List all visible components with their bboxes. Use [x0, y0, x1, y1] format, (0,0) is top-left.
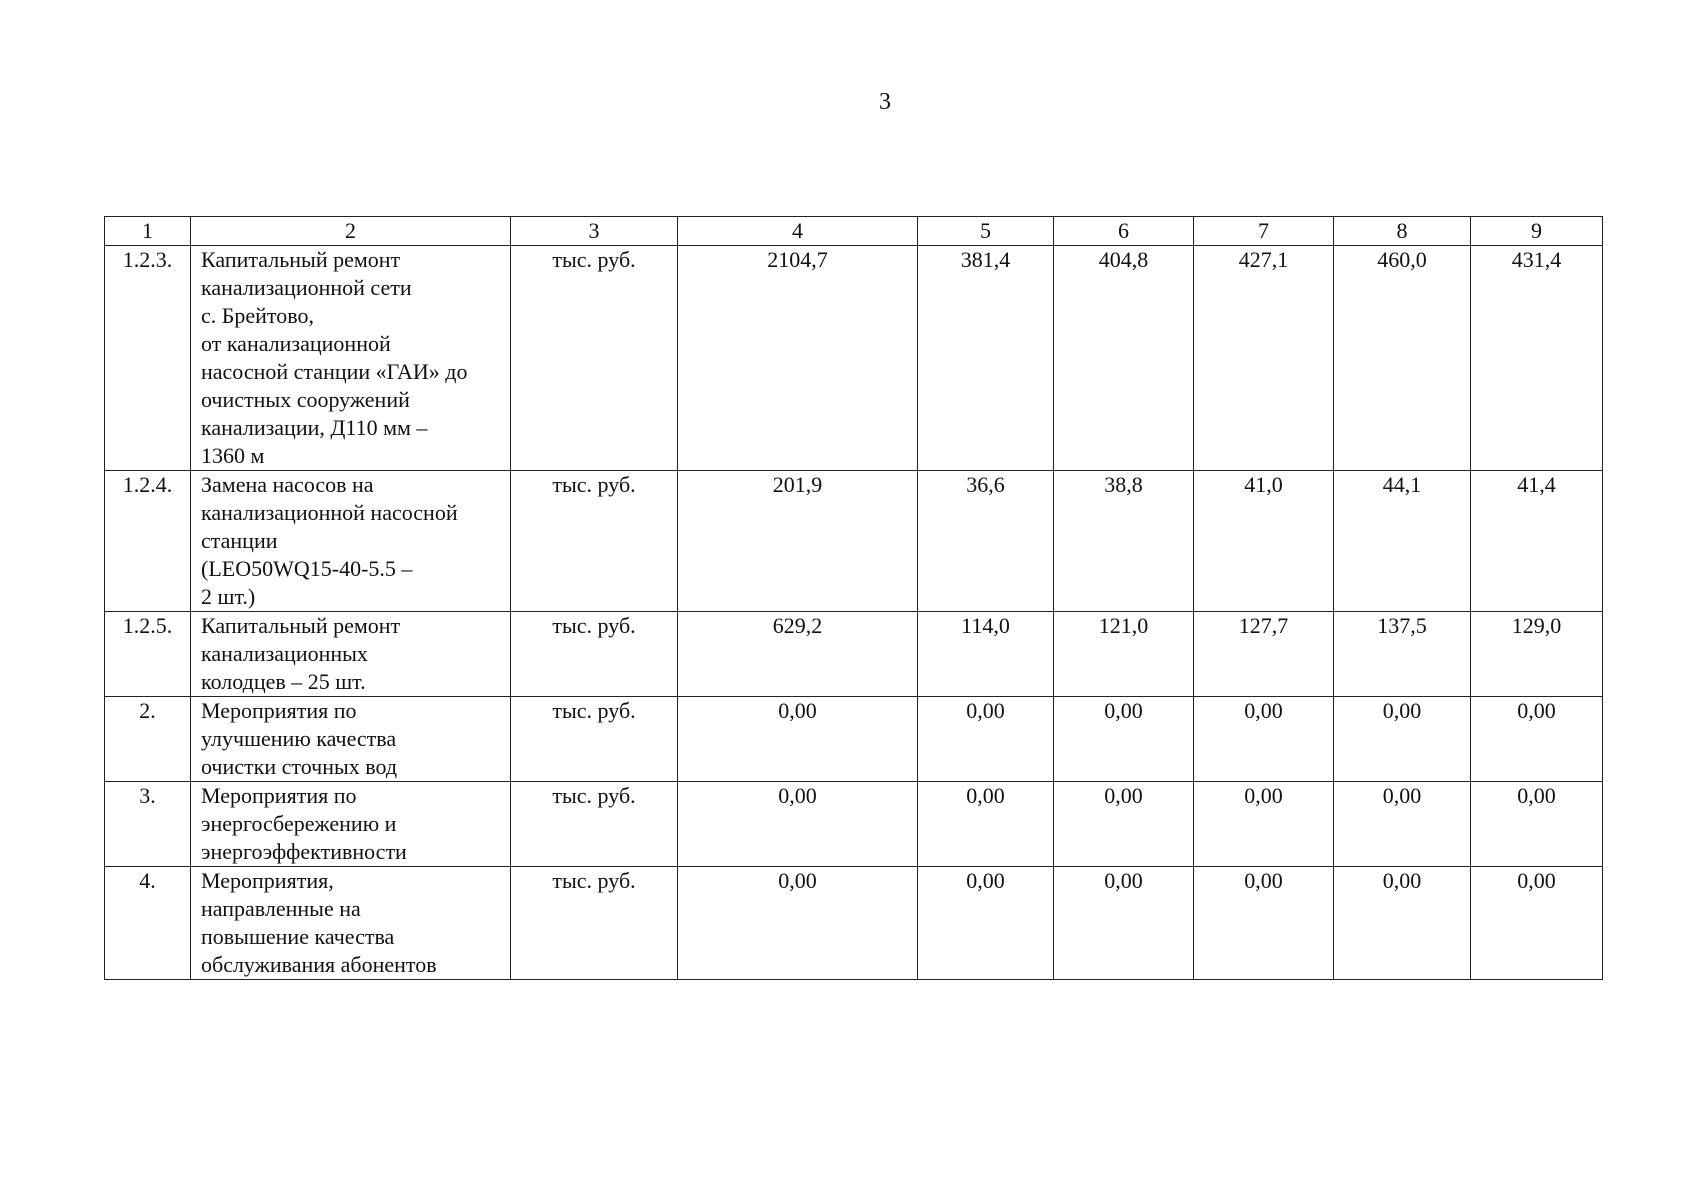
- row-name-cell: [191, 246, 511, 471]
- row-value-cell-7: 427,1: [1194, 246, 1334, 471]
- row-value-cell-6: 0,00: [1054, 697, 1194, 782]
- row-value-cell-7: 0,00: [1194, 697, 1334, 782]
- row-name-cell: [191, 697, 511, 782]
- row-value-cell-6: 38,8: [1054, 471, 1194, 612]
- row-value-cell-9: 0,00: [1471, 782, 1603, 867]
- row-value-cell-4: 2104,7: [678, 246, 918, 471]
- row-number-cell: 2.: [105, 697, 191, 782]
- table-header-row: [105, 217, 1603, 246]
- header-cell-8: 8: [1334, 217, 1471, 246]
- row-name-cell: [191, 612, 511, 697]
- row-unit-cell: тыс. руб.: [511, 471, 678, 612]
- row-value-cell-5: 0,00: [918, 867, 1054, 980]
- row-name-line: Капитальный ремонт: [201, 247, 401, 272]
- row-name-line: колодцев – 25 шт.: [201, 669, 366, 694]
- row-value-cell-7: 41,0: [1194, 471, 1334, 612]
- row-name-line: очистки сточных вод: [201, 754, 398, 779]
- row-name-line: Капитальный ремонт: [201, 613, 401, 638]
- row-name-line: канализационной насосной: [201, 500, 458, 525]
- row-name-line: от канализационной: [201, 331, 391, 356]
- row-value-cell-8: 137,5: [1334, 612, 1471, 697]
- table-row: [105, 867, 1603, 980]
- header-cell-2: 2: [191, 217, 511, 246]
- row-name-line: насосной станции «ГАИ» до: [201, 359, 468, 384]
- page-number: 3: [879, 89, 891, 115]
- row-value-cell-5: 36,6: [918, 471, 1054, 612]
- row-number-cell: 1.2.5.: [105, 612, 191, 697]
- row-name-line: (LEO50WQ15-40-5.5 –: [201, 556, 413, 581]
- row-unit-cell: тыс. руб.: [511, 782, 678, 867]
- row-value-cell-9: 0,00: [1471, 867, 1603, 980]
- row-name-line: канализации, Д110 мм –: [201, 415, 428, 440]
- row-name-line: очистных сооружений: [201, 387, 410, 412]
- row-name-line: Мероприятия,: [201, 868, 334, 893]
- header-cell-3: 3: [511, 217, 678, 246]
- table-body: [105, 217, 1603, 980]
- row-unit-cell: тыс. руб.: [511, 612, 678, 697]
- row-value-cell-4: 201,9: [678, 471, 918, 612]
- row-name-line: 2 шт.): [201, 584, 256, 609]
- row-name-line: канализационных: [201, 641, 368, 666]
- row-unit-cell: тыс. руб.: [511, 697, 678, 782]
- header-cell-1: 1: [105, 217, 191, 246]
- row-name-cell: [191, 782, 511, 867]
- row-value-cell-4: 0,00: [678, 697, 918, 782]
- row-unit-cell: тыс. руб.: [511, 867, 678, 980]
- row-name-line: Мероприятия по: [201, 698, 357, 723]
- row-value-cell-9: 41,4: [1471, 471, 1603, 612]
- row-value-cell-6: 121,0: [1054, 612, 1194, 697]
- row-value-cell-4: 0,00: [678, 867, 918, 980]
- table-row: [105, 697, 1603, 782]
- row-value-cell-8: 0,00: [1334, 697, 1471, 782]
- row-name-line: 1360 м: [201, 443, 265, 468]
- row-name-line: Замена насосов на: [201, 472, 374, 497]
- row-value-cell-6: 0,00: [1054, 867, 1194, 980]
- row-name-line: обслуживания абонентов: [201, 952, 437, 977]
- row-number-cell: 1.2.3.: [105, 246, 191, 471]
- row-name-line: повышение качества: [201, 924, 395, 949]
- header-cell-6: 6: [1054, 217, 1194, 246]
- row-value-cell-7: 127,7: [1194, 612, 1334, 697]
- row-name-line: станции: [201, 528, 278, 553]
- row-value-cell-5: 114,0: [918, 612, 1054, 697]
- row-value-cell-9: 431,4: [1471, 246, 1603, 471]
- row-value-cell-8: 0,00: [1334, 867, 1471, 980]
- row-name-line: улучшению качества: [201, 726, 397, 751]
- row-value-cell-6: 404,8: [1054, 246, 1194, 471]
- table-row: [105, 471, 1603, 612]
- row-name-cell: [191, 471, 511, 612]
- row-value-cell-9: 0,00: [1471, 697, 1603, 782]
- row-value-cell-5: 381,4: [918, 246, 1054, 471]
- row-value-cell-9: 129,0: [1471, 612, 1603, 697]
- table-row: [105, 246, 1603, 471]
- table-row: [105, 612, 1603, 697]
- row-value-cell-5: 0,00: [918, 697, 1054, 782]
- header-cell-7: 7: [1194, 217, 1334, 246]
- header-cell-4: 4: [678, 217, 918, 246]
- row-value-cell-8: 460,0: [1334, 246, 1471, 471]
- row-name-line: энергосбережению и: [201, 811, 397, 836]
- row-value-cell-5: 0,00: [918, 782, 1054, 867]
- header-cell-5: 5: [918, 217, 1054, 246]
- row-name-line: энергоэффективности: [201, 839, 407, 864]
- row-value-cell-4: 0,00: [678, 782, 918, 867]
- row-value-cell-7: 0,00: [1194, 867, 1334, 980]
- row-value-cell-8: 44,1: [1334, 471, 1471, 612]
- data-table: [104, 216, 1603, 980]
- row-value-cell-6: 0,00: [1054, 782, 1194, 867]
- row-value-cell-4: 629,2: [678, 612, 918, 697]
- table-row: [105, 782, 1603, 867]
- row-number-cell: 1.2.4.: [105, 471, 191, 612]
- row-name-line: с. Брейтово,: [201, 303, 314, 328]
- row-name-line: Мероприятия по: [201, 783, 357, 808]
- row-name-line: канализационной сети: [201, 275, 412, 300]
- row-number-cell: 4.: [105, 867, 191, 980]
- row-unit-cell: тыс. руб.: [511, 246, 678, 471]
- row-value-cell-8: 0,00: [1334, 782, 1471, 867]
- header-cell-9: 9: [1471, 217, 1603, 246]
- row-name-line: направленные на: [201, 896, 361, 921]
- row-number-cell: 3.: [105, 782, 191, 867]
- row-name-cell: [191, 867, 511, 980]
- row-value-cell-7: 0,00: [1194, 782, 1334, 867]
